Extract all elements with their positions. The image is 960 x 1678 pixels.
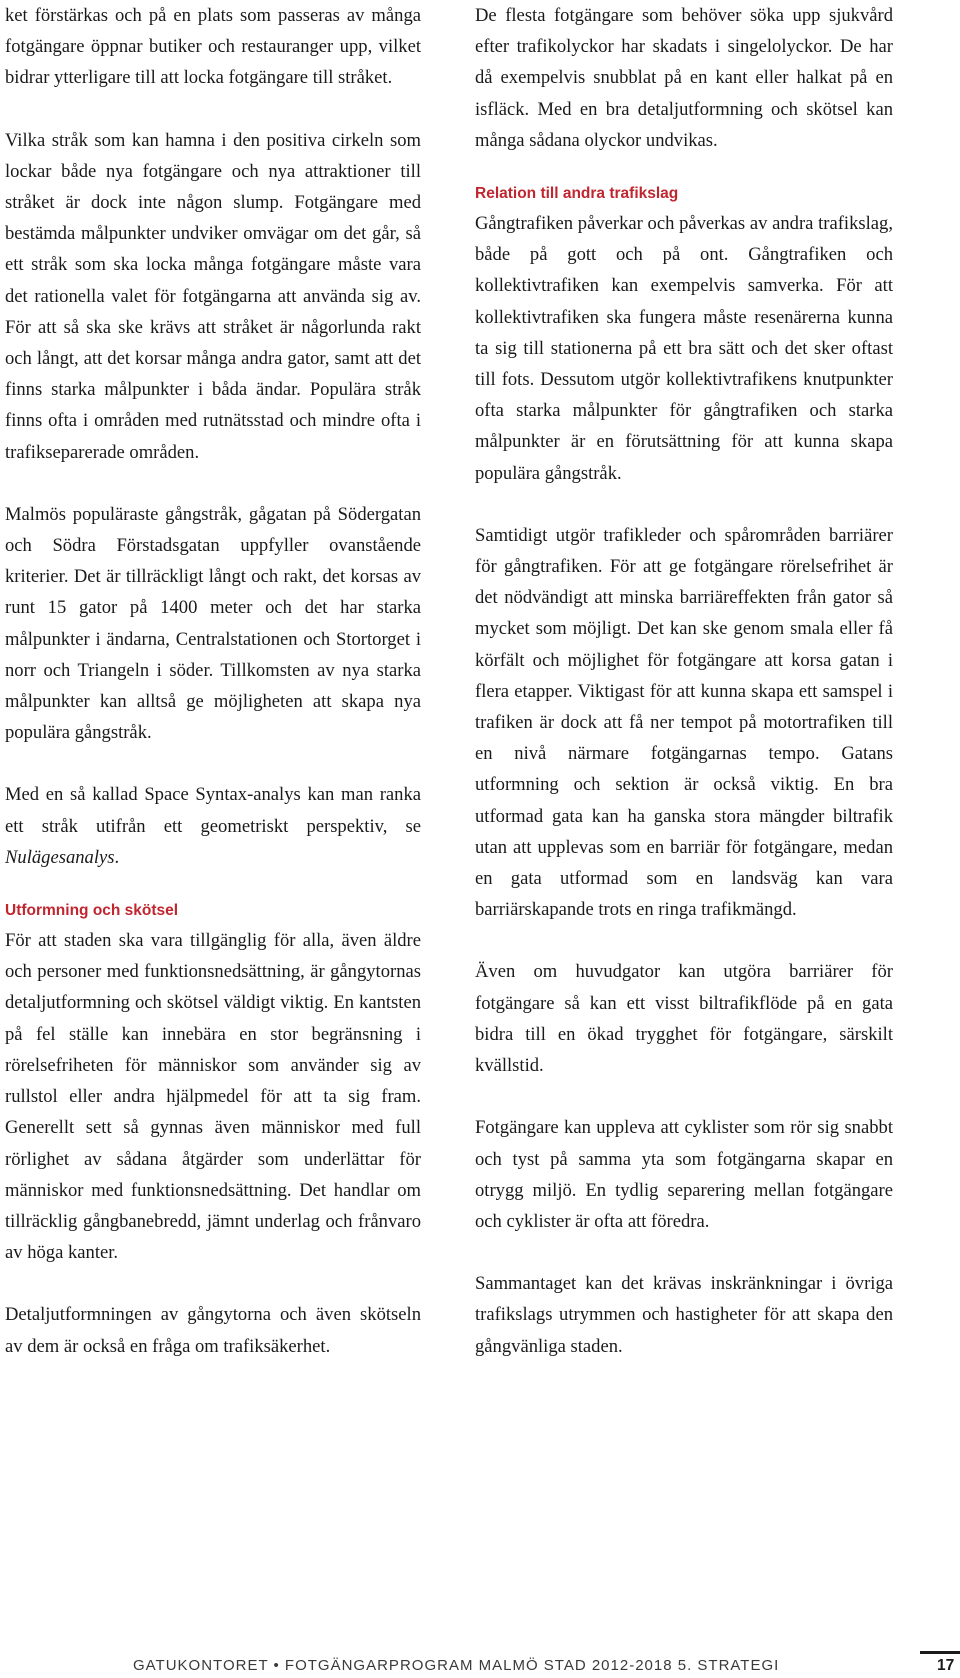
- page-number: 17: [937, 1657, 955, 1674]
- body-paragraph: Sammantaget kan det krävas inskränkningar i övriga trafikslags utrymmen och hastigheter för att skapa den gångvänliga staden.: [475, 1273, 893, 1357]
- section-heading: Utformning och skötsel: [5, 902, 179, 920]
- body-paragraph: Detaljutformningen av gångytorna och även skötseln av dem är också en fråga om trafiksäkerhet.: [5, 1304, 421, 1357]
- page-number-rule: [920, 1651, 960, 1654]
- right-column: [475, 0, 893, 1362]
- body-paragraph: Vilka stråk som kan hamna i den positiva cirkeln som lockar både nya fotgängare och nya attraktioner till stråket är dock inte någon slump. Fotgängare med bestämda målpunkter undviker omvägar om det går, så ett stråk som ska locka många fotgängare måste vara det rationella valet för fotgängarna att använda sig av. För att så ska ske krävs att stråket är någorlunda rakt och långt, att det korsar många andra gator, samt att det finns starka målpunkter i båda ändar. Populära stråk finns ofta i områden med rutnätsstad och mindre ofta i trafikseparerade områden.: [5, 129, 421, 463]
- body-paragraph: För att staden ska vara tillgänglig för alla, även äldre och personer med funktionsnedsättning, är gångytornas detaljutformning och skötsel väldigt viktig. En kantsten på fel ställe kan innebära en stor begränsning i rörelsefriheten för människor som använder sig av rullstol eller andra hjälpmedel för att ta sig fram. Generellt sett så gynnas även människor med full rörlighet av sådana åtgärder som underlättar för människor med funktionsnedsättning. Det handlar om tillräcklig gångbanebredd, jämnt underlag och frånvaro av höga kanter.: [5, 930, 421, 1264]
- body-paragraph: ket förstärkas och på en plats som passeras av många fotgängare öppnar butiker och restauranger upp, vilket bidrar ytterligare till att locka fotgängare till stråket.: [5, 5, 421, 89]
- body-paragraph: De flesta fotgängare som behöver söka upp sjukvård efter trafikolyckor har skadats i singelolyckor. De har då exempelvis snubblat på en kant eller halkat på en isfläck. Med en bra detaljutformning och skötsel kan många sådana olyckor undvikas.: [475, 5, 893, 151]
- document-reference: Nulägesanalys: [5, 846, 115, 868]
- body-paragraph: Gångtrafiken påverkar och påverkas av andra trafikslag, både på gott och på ont. Gångtrafiken och kollektivtrafiken kan exempelvis samverka. För att kollektivtrafiken ska fungera måste resenärerna kunna ta sig till stationerna på ett bra sätt och det sker oftast till fots. Dessutom utgör kollektivtrafikens knutpunkter ofta starka målpunkter för gångtrafiken och starka målpunkter är en förutsättning för att kunna skapa populära gångstråk.: [475, 213, 893, 484]
- body-paragraph: Fotgängare kan uppleva att cyklister som rör sig snabbt och tyst på samma yta som fotgängarna skapar en otrygg miljö. En tydlig separering mellan fotgängare och cyklister är ofta att föredra.: [475, 1117, 893, 1232]
- body-paragraph: Samtidigt utgör trafikleder och spårområden barriärer för gångtrafiken. För att ge fotgängare rörelsefrihet är det nödvändigt att minska barriäreffekten från gator så mycket som möjligt. Det kan ske genom smala eller få körfält och möjlighet för fotgängare att korsa gatan i flera etapper. Viktigast för att kunna skapa ett samspel i trafiken är dock att få ner tempot på motortrafiken till en nivå närmare fotgängarnas tempo. Gatans utformning och sektion är också viktig. En bra utformad gata kan ha ganska stora mängder biltrafik utan att upplevas som en barriär för fotgängare, medan en gata utformad som en landsväg kan vara barriärskapande trots en ringa trafikmängd.: [475, 524, 893, 921]
- section-heading: Relation till andra trafikslag: [475, 185, 679, 203]
- body-paragraph: Malmös populäraste gångstråk, gågatan på Södergatan och Södra Förstadsgatan uppfyller ovanstående kriterier. Det är tillräckligt långt och rakt, det korsas av runt 15 gator på 1400 meter och det har starka målpunkter i ändarna, Centralstationen och Stortorget i norr och Triangeln i söder. Tillkomsten av nya starka målpunkter kan alltså ge möjligheten att skapa nya populära gångstråk.: [5, 503, 421, 744]
- paragraph-text: Med en så kallad Space Syntax-analys kan man ranka ett stråk utifrån ett geometriskt perspektiv, se: [5, 784, 421, 837]
- page-footer: [0, 1651, 960, 1678]
- left-column: [5, 0, 421, 1362]
- paragraph-text: .: [114, 846, 120, 868]
- body-paragraph: Även om huvudgator kan utgöra barriärer för fotgängare så kan ett visst biltrafikflöde på en gata bidra till en ökad trygghet för fotgängare, särskilt kvällstid.: [475, 961, 893, 1077]
- body-paragraph: [5, 779, 421, 873]
- footer-running-title: GATUKONTORET • FOTGÄNGARPROGRAM MALMÖ STAD 2012-2018 5. STRATEGI: [133, 1657, 780, 1674]
